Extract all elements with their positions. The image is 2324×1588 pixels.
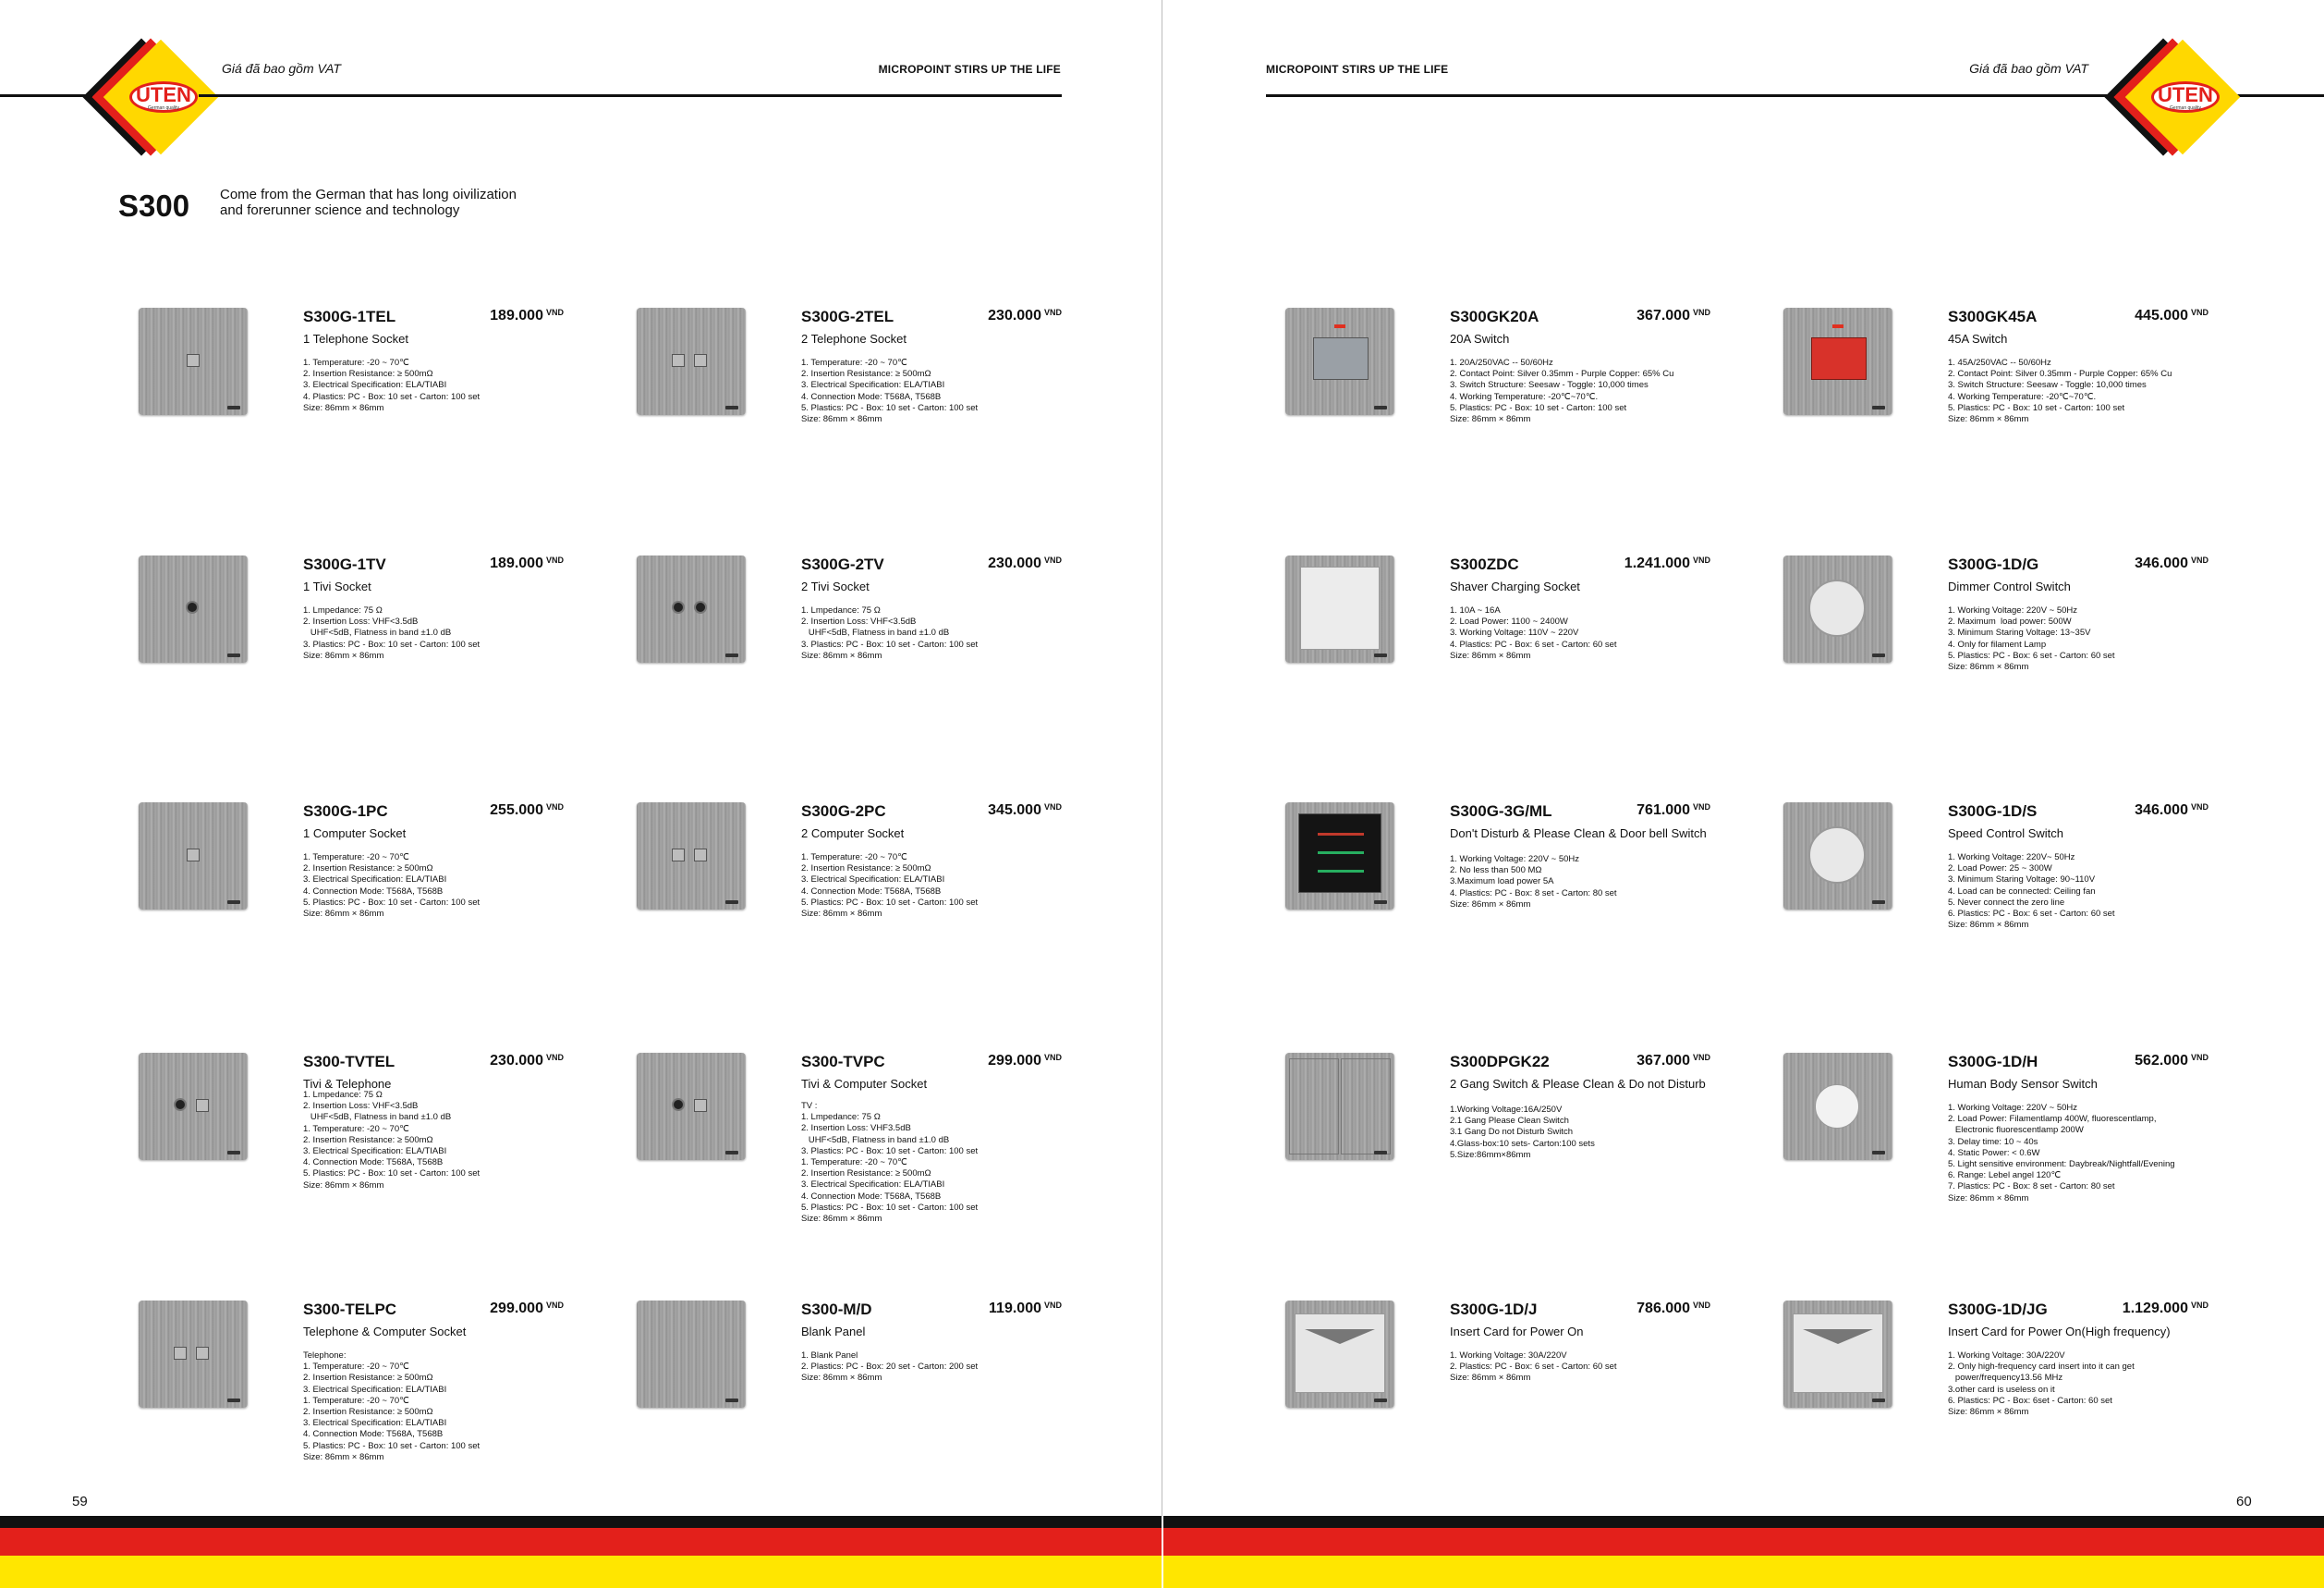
spec-line: 1. Temperature: -20 ~ 70℃ (801, 1157, 907, 1168)
product-card (637, 1053, 1062, 1275)
product-card (1783, 802, 2208, 1024)
product-image (637, 1053, 746, 1160)
product-image (139, 1053, 248, 1160)
spec-line: 5. Never connect the zero line (1948, 897, 2065, 908)
product-price: 230.000 $^{VND}$ (988, 308, 1062, 324)
product-price: 189.000 $^{VND}$ (490, 556, 564, 571)
product-image (1285, 802, 1394, 910)
product-image (139, 1301, 248, 1408)
spec-line: 2. Maximum load power: 500W (1948, 617, 2072, 628)
spec-line: Telephone: (303, 1350, 347, 1361)
product-name: 1 Tivi Socket (303, 580, 371, 593)
slogan: MICROPOINT STIRS UP THE LIFE (878, 63, 1061, 76)
product-code: S300G-1D/G (1948, 556, 2039, 573)
spec-line: 5. Plastics: PC - Box: 10 set - Carton: 100 set (801, 402, 979, 413)
product-specs (1948, 605, 2216, 673)
spec-line: 5. Plastics: PC - Box: 10 set - Carton: 100 set (303, 1440, 481, 1451)
spec-line: 5. Plastics: PC - Box: 10 set - Carton: 100 set (303, 1168, 481, 1179)
spec-line: 7. Plastics: PC - Box: 8 set - Carton: 80 set (1948, 1181, 2115, 1192)
product-price: 255.000 $^{VND}$ (490, 802, 564, 818)
spec-line: 5. Plastics: PC - Box: 6 set - Carton: 60 set (1948, 650, 2115, 661)
spec-line: 1. Blank Panel (801, 1350, 858, 1361)
spec-line: 3. Electrical Specification: ELA/TIABI (801, 874, 945, 886)
spec-line: UHF<5dB, Flatness in band ±1.0 dB (801, 628, 950, 639)
spec-line: 2. Load Power: 25 ~ 300W (1948, 863, 2052, 874)
product-code: S300G-2TEL (801, 308, 894, 325)
spec-line: 5. Plastics: PC - Box: 10 set - Carton: 100 set (1450, 402, 1627, 413)
product-price: 346.000 $^{VND}$ (2135, 802, 2208, 818)
spec-line: 2. Insertion Resistance: ≥ 500mΩ (303, 863, 433, 874)
spec-line: 4. Connection Mode: T568A, T568B (303, 1429, 444, 1440)
product-card (1285, 1301, 1710, 1522)
product-card (637, 802, 1062, 1024)
product-specs (1948, 1350, 2216, 1418)
spec-line: 3. Switch Structure: Seesaw - Toggle: 10,000 times (1450, 380, 1649, 391)
product-card (1285, 308, 1710, 530)
product-specs (1948, 1103, 2216, 1204)
product-price: 345.000 $^{VND}$ (988, 802, 1062, 818)
product-name: 1 Telephone Socket (303, 332, 408, 346)
spec-line: 4. Only for filament Lamp (1948, 639, 2047, 650)
spec-line: Size: 86mm × 86mm (303, 402, 384, 413)
product-card (1285, 1053, 1710, 1275)
product-price: 119.000 $^{VND}$ (989, 1301, 1062, 1316)
spec-line: 1. 45A/250VAC -- 50/60Hz (1948, 358, 2051, 368)
product-specs (801, 1350, 1069, 1385)
product-image (637, 1301, 746, 1408)
product-price: 367.000 $^{VND}$ (1637, 308, 1710, 324)
spec-line: Size: 86mm × 86mm (801, 650, 882, 661)
spec-line: 1. Working Voltage: 30A/220V (1948, 1350, 2065, 1361)
spec-line: 1. Working Voltage: 220V ~ 50Hz (1450, 854, 1580, 864)
product-code: S300-TVTEL (303, 1053, 395, 1070)
spec-line: 2. Insertion Resistance: ≥ 500mΩ (303, 1134, 433, 1145)
spec-line: 1. Lmpedance: 75 Ω (303, 605, 383, 616)
product-specs (1450, 358, 1718, 425)
product-code: S300-M/D (801, 1301, 872, 1318)
product-image (1783, 1301, 1892, 1408)
spec-line: 2. Only high-frequency card insert into it can get (1948, 1362, 2135, 1373)
product-code: S300GK45A (1948, 308, 2038, 325)
vat-note: Giá đã bao gồm VAT (222, 61, 341, 76)
spec-line: 2.1 Gang Please Clean Switch (1450, 1116, 1569, 1127)
product-image (139, 308, 248, 415)
product-specs (1450, 1350, 1718, 1385)
spec-line: Electronic fluorescentlamp 200W (1948, 1125, 2084, 1136)
product-code: S300GK20A (1450, 308, 1539, 325)
spec-line: 1. Working Voltage: 30A/220V (1450, 1350, 1567, 1361)
spec-line: 3. Electrical Specification: ELA/TIABI (801, 380, 945, 391)
product-specs (1450, 605, 1718, 662)
product-name: Blank Panel (801, 1325, 866, 1338)
spec-line: 1. Lmpedance: 75 Ω (303, 1090, 383, 1100)
product-code: S300G-1PC (303, 802, 388, 820)
spec-line: 4. Working Temperature: -20℃~70℃. (1450, 391, 1599, 402)
spec-line: 3.1 Gang Do not Disturb Switch (1450, 1127, 1574, 1138)
spec-line: 5. Plastics: PC - Box: 10 set - Carton: 100 set (801, 1202, 979, 1213)
product-image (1285, 308, 1394, 415)
product-name: Insert Card for Power On (1450, 1325, 1584, 1338)
spec-line: 4. Plastics: PC - Box: 6 set - Carton: 60 set (1450, 639, 1617, 650)
product-code: S300ZDC (1450, 556, 1519, 573)
product-code: S300-TVPC (801, 1053, 885, 1070)
spec-line: 4. Connection Mode: T568A, T568B (801, 1191, 942, 1202)
product-specs (1948, 852, 2216, 931)
spec-line: UHF<5dB, Flatness in band ±1.0 dB (801, 1134, 950, 1145)
spec-line: 3. Electrical Specification: ELA/TIABI (801, 1179, 945, 1191)
product-name: 2 Telephone Socket (801, 332, 906, 346)
spec-line: 3. Electrical Specification: ELA/TIABI (303, 1384, 447, 1395)
spec-line: Size: 86mm × 86mm (1948, 920, 2029, 931)
spec-line: 2. Insertion Resistance: ≥ 500mΩ (801, 369, 931, 380)
spec-line: 3. Electrical Specification: ELA/TIABI (303, 380, 447, 391)
product-price: 1.241.000 $^{VND}$ (1624, 556, 1710, 571)
product-name: 20A Switch (1450, 332, 1510, 346)
spec-line: 1. Temperature: -20 ~ 70℃ (303, 1123, 409, 1134)
header-rule-main (199, 94, 1062, 97)
spec-line: UHF<5dB, Flatness in band ±1.0 dB (303, 628, 452, 639)
spec-line: power/frequency13.56 MHz (1948, 1373, 2063, 1384)
product-code: S300DPGK22 (1450, 1053, 1550, 1070)
spec-line: 4. Static Power: < 0.6W (1948, 1147, 2040, 1158)
product-specs (303, 358, 571, 414)
spec-line: 5. Plastics: PC - Box: 10 set - Carton: 100 set (801, 897, 979, 908)
product-card (1783, 308, 2208, 530)
spec-line: Size: 86mm × 86mm (1450, 898, 1531, 910)
product-code: S300G-1D/J (1450, 1301, 1538, 1318)
spec-line: Size: 86mm × 86mm (303, 650, 384, 661)
product-name: 45A Switch (1948, 332, 2008, 346)
spec-line: TV : (801, 1101, 818, 1111)
product-specs (303, 1090, 571, 1191)
product-name: Don't Disturb & Please Clean & Door bell Switch (1450, 826, 1707, 840)
product-code: S300G-1D/JG (1948, 1301, 2048, 1318)
spec-line: 1. Temperature: -20 ~ 70℃ (303, 852, 409, 862)
spec-line: 1. Temperature: -20 ~ 70℃ (303, 1395, 409, 1406)
spec-line: 1. 10A ~ 16A (1450, 605, 1501, 616)
product-name: 1 Computer Socket (303, 826, 407, 840)
slogan: MICROPOINT STIRS UP THE LIFE (1266, 63, 1449, 76)
product-price: 786.000 $^{VND}$ (1637, 1301, 1710, 1316)
product-price: 346.000 $^{VND}$ (2135, 556, 2208, 571)
page-number: 59 (72, 1494, 88, 1509)
header-rule-left (0, 94, 92, 97)
product-card (637, 308, 1062, 530)
product-image (1783, 1053, 1892, 1160)
spec-line: 4. Load can be connected: Ceiling fan (1948, 886, 2096, 897)
product-card (637, 1301, 1062, 1522)
product-code: S300G-2TV (801, 556, 884, 573)
spec-line: 2. Load Power: Filamentlamp 400W, fluorescentlamp, (1948, 1114, 2157, 1125)
header-rule-main (1266, 94, 2129, 97)
spec-line: 2. Insertion Resistance: ≥ 500mΩ (303, 1373, 433, 1384)
spec-line: 3.Maximum load power 5A (1450, 876, 1554, 887)
spec-line: 1. Temperature: -20 ~ 70℃ (303, 358, 409, 368)
spec-line: 3. Electrical Specification: ELA/TIABI (303, 1146, 447, 1157)
spec-line: 4. Connection Mode: T568A, T568B (303, 886, 444, 897)
spec-line: 3. Electrical Specification: ELA/TIABI (303, 1418, 447, 1429)
header-rule-right (2233, 94, 2324, 97)
product-specs (801, 852, 1069, 920)
product-price: 299.000 $^{VND}$ (988, 1053, 1062, 1069)
spec-line: Size: 86mm × 86mm (1948, 662, 2029, 673)
product-code: S300G-1TV (303, 556, 386, 573)
product-price: 189.000 $^{VND}$ (490, 308, 564, 324)
spec-line: Size: 86mm × 86mm (1450, 650, 1531, 661)
product-code: S300-TELPC (303, 1301, 397, 1318)
spec-line: 1. Temperature: -20 ~ 70℃ (303, 1362, 409, 1373)
spec-line: Size: 86mm × 86mm (801, 1214, 882, 1225)
spec-line: Size: 86mm × 86mm (1450, 1373, 1531, 1384)
spec-line: 2. Load Power: 1100 ~ 2400W (1450, 617, 1568, 628)
product-image (139, 556, 248, 663)
product-card (1285, 556, 1710, 777)
product-specs (1450, 1105, 1718, 1161)
spec-line: Size: 86mm × 86mm (801, 1373, 882, 1384)
spec-line: Size: 86mm × 86mm (303, 909, 384, 920)
product-specs (1450, 854, 1718, 910)
product-card (139, 1301, 564, 1522)
product-price: 230.000 $^{VND}$ (490, 1053, 564, 1069)
spec-line: 6. Plastics: PC - Box: 6 set - Carton: 60 set (1948, 909, 2115, 920)
spec-line: Size: 86mm × 86mm (1948, 1407, 2029, 1418)
product-specs (801, 605, 1069, 662)
spec-line: Size: 86mm × 86mm (801, 414, 882, 425)
product-price: 299.000 $^{VND}$ (490, 1301, 564, 1316)
product-name: 2 Tivi Socket (801, 580, 870, 593)
spec-line: Size: 86mm × 86mm (1450, 414, 1531, 425)
product-price: 562.000 $^{VND}$ (2135, 1053, 2208, 1069)
product-price: 230.000 $^{VND}$ (988, 556, 1062, 571)
spec-line: 2. No less than 500 MΩ (1450, 865, 1542, 876)
spec-line: 3. Minimum Staring Voltage: 13~35V (1948, 628, 2091, 639)
product-image (1783, 802, 1892, 910)
product-card (1285, 802, 1710, 1024)
product-code: S300G-1D/H (1948, 1053, 2038, 1070)
product-image (637, 556, 746, 663)
spec-line: 2. Insertion Loss: VHF<3.5dB (303, 1101, 419, 1112)
spec-line: 3.other card is useless on it (1948, 1384, 2055, 1395)
spec-line: Size: 86mm × 86mm (303, 1451, 384, 1462)
product-card (1783, 556, 2208, 777)
vat-note: Giá đã bao gồm VAT (1969, 61, 2088, 76)
product-card (139, 556, 564, 777)
product-image (1285, 1053, 1394, 1160)
spec-line: 2. Insertion Resistance: ≥ 500mΩ (801, 1168, 931, 1179)
spec-line: 4.Glass-box:10 sets- Carton:100 sets (1450, 1138, 1595, 1149)
spec-line: 5. Plastics: PC - Box: 10 set - Carton: 100 set (1948, 402, 2125, 413)
product-price: 445.000 $^{VND}$ (2135, 308, 2208, 324)
spec-line: 2. Insertion Loss: VHF3.5dB (801, 1123, 911, 1134)
product-card (139, 802, 564, 1024)
spec-line: 1. Working Voltage: 220V ~ 50Hz (1948, 1103, 2078, 1113)
product-specs (303, 605, 571, 662)
spec-line: 6. Range: Lebel angel 120℃ (1948, 1170, 2062, 1181)
product-name: 2 Gang Switch & Please Clean & Do not Disturb (1450, 1077, 1706, 1091)
spec-line: 4. Connection Mode: T568A, T568B (303, 1157, 444, 1168)
spec-line: 1. Working Voltage: 220V~ 50Hz (1948, 852, 2075, 862)
spec-line: 4. Connection Mode: T568A, T568B (801, 886, 942, 897)
spec-line: 4. Connection Mode: T568A, T568B (801, 391, 942, 402)
spec-line: 2. Insertion Resistance: ≥ 500mΩ (801, 863, 931, 874)
product-specs (801, 358, 1069, 425)
product-card (1783, 1053, 2208, 1275)
product-card (139, 308, 564, 530)
spec-line: Size: 86mm × 86mm (801, 909, 882, 920)
product-price: 367.000 $^{VND}$ (1637, 1053, 1710, 1069)
spec-line: UHF<5dB, Flatness in band ±1.0 dB (303, 1112, 452, 1123)
spec-line: 3. Plastics: PC - Box: 10 set - Carton: 100 set (303, 639, 481, 650)
spec-line: 6. Plastics: PC - Box: 6set - Carton: 60 set (1948, 1395, 2112, 1406)
product-name: Insert Card for Power On(High frequency) (1948, 1325, 2171, 1338)
product-image (637, 802, 746, 910)
product-image (1783, 308, 1892, 415)
product-code: S300G-1D/S (1948, 802, 2038, 820)
product-name: Telephone & Computer Socket (303, 1325, 467, 1338)
spec-line: 2. Contact Point: Silver 0.35mm - Purple Copper: 65% Cu (1450, 369, 1674, 380)
spec-line: Size: 86mm × 86mm (1948, 414, 2029, 425)
spec-line: 2. Insertion Loss: VHF<3.5dB (303, 617, 419, 628)
product-name: Dimmer Control Switch (1948, 580, 2071, 593)
product-image (1285, 556, 1394, 663)
spec-line: 2. Insertion Resistance: ≥ 500mΩ (303, 1407, 433, 1418)
page-number: 60 (2236, 1494, 2252, 1509)
spec-line: 2. Insertion Resistance: ≥ 500mΩ (303, 369, 433, 380)
product-image (1783, 556, 1892, 663)
spec-line: 2. Contact Point: Silver 0.35mm - Purple Copper: 65% Cu (1948, 369, 2172, 380)
product-name: Human Body Sensor Switch (1948, 1077, 2098, 1091)
series-intro: Come from the German that has long oivilization and forerunner science and technology (220, 187, 517, 218)
spec-line: 2. Insertion Loss: VHF<3.5dB (801, 617, 917, 628)
product-price: 761.000 $^{VND}$ (1637, 802, 1710, 818)
product-name: 2 Computer Socket (801, 826, 905, 840)
spec-line: 2. Plastics: PC - Box: 6 set - Carton: 60 set (1450, 1362, 1617, 1373)
product-code: S300G-2PC (801, 802, 886, 820)
series-title: S300 (118, 189, 190, 223)
product-specs (303, 1350, 571, 1463)
product-image (1285, 1301, 1394, 1408)
spec-line: 1. 20A/250VAC -- 50/60Hz (1450, 358, 1553, 368)
product-specs (1948, 358, 2216, 425)
spec-line: 4. Working Temperature: -20℃~70℃. (1948, 391, 2097, 402)
spec-line: 1.Working Voltage:16A/250V (1450, 1105, 1563, 1115)
spec-line: Size: 86mm × 86mm (1948, 1192, 2029, 1203)
spec-line: 5. Plastics: PC - Box: 10 set - Carton: 100 set (303, 897, 481, 908)
product-code: S300G-1TEL (303, 308, 396, 325)
spec-line: 4. Plastics: PC - Box: 10 set - Carton: 100 set (303, 391, 481, 402)
product-specs (303, 852, 571, 920)
product-price: 1.129.000 $^{VND}$ (2122, 1301, 2208, 1316)
spec-line: 3. Delay time: 10 ~ 40s (1948, 1136, 2038, 1147)
product-card (637, 556, 1062, 777)
spec-line: 1. Temperature: -20 ~ 70℃ (801, 852, 907, 862)
product-name: Tivi & Computer Socket (801, 1077, 928, 1091)
spec-line: Size: 86mm × 86mm (303, 1179, 384, 1191)
spec-line: 4. Plastics: PC - Box: 8 set - Carton: 80 set (1450, 887, 1617, 898)
spec-line: 3. Minimum Staring Voltage: 90~110V (1948, 874, 2096, 886)
spec-line: 1. Lmpedance: 75 Ω (801, 1112, 881, 1123)
product-name: Speed Control Switch (1948, 826, 2064, 840)
spec-line: 5. Light sensitive environment: Daybreak/Nightfall/Evening (1948, 1159, 2175, 1170)
product-image (637, 308, 746, 415)
product-name: Tivi & Telephone (303, 1077, 392, 1091)
product-card (1783, 1301, 2208, 1522)
product-specs (801, 1101, 1069, 1225)
spec-line: 3. Working Voltage: 110V ~ 220V (1450, 628, 1579, 639)
spec-line: 5.Size:86mm×86mm (1450, 1149, 1531, 1160)
spec-line: 3. Plastics: PC - Box: 10 set - Carton: 100 set (801, 639, 979, 650)
uten-logo: UTEN German quality (92, 46, 213, 148)
spec-line: 1. Working Voltage: 220V ~ 50Hz (1948, 605, 2078, 616)
spec-line: 3. Switch Structure: Seesaw - Toggle: 10,000 times (1948, 380, 2147, 391)
product-card (139, 1053, 564, 1275)
uten-logo: UTEN German quality (2114, 46, 2234, 148)
spec-line: 1. Lmpedance: 75 Ω (801, 605, 881, 616)
spec-line: 1. Temperature: -20 ~ 70℃ (801, 358, 907, 368)
spec-line: 3. Electrical Specification: ELA/TIABI (303, 874, 447, 886)
product-code: S300G-3G/ML (1450, 802, 1552, 820)
product-name: Shaver Charging Socket (1450, 580, 1580, 593)
spec-line: 3. Plastics: PC - Box: 10 set - Carton: 100 set (801, 1145, 979, 1156)
spec-line: 2. Plastics: PC - Box: 20 set - Carton: 200 set (801, 1362, 979, 1373)
product-image (139, 802, 248, 910)
